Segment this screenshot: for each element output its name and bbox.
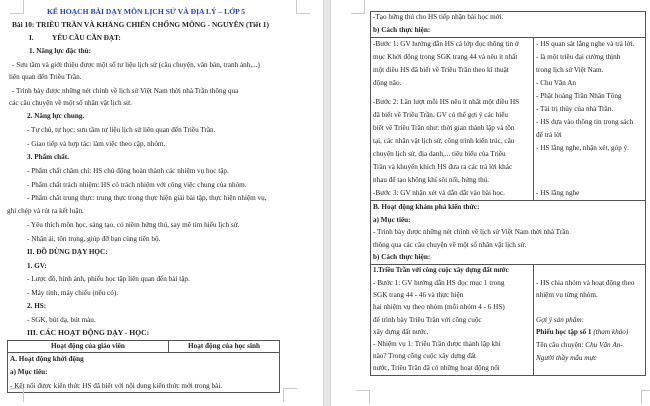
lesson-activity-table [7,340,280,393]
crop-mark [296,0,310,14]
document-title: KẾ HOẠCH BÀI DẠY MÔN LỊCH SỬ VÀ ĐỊA LÝ – LỚP 5 [47,7,246,16]
list-item: - Phẩm chất trung thực: trung thực trong thực hiện giải bài tập, thực hiện nhiệm vụ, [27,194,267,202]
method-heading: b) Cách thực hiện: [373,253,431,262]
objective-text: - Trình bày được những nét chính về lịch sử Việt Nam thời nhà Trần [373,228,570,237]
list-item: - Giao tiếp và hợp tác: làm việc theo cặp, nhóm. [27,140,166,148]
objective-heading: a) Mục tiêu: [10,368,48,377]
paragraph: - Trình bày được những nét chính về lịch sử Việt Nam thời nhà Trần thông qua [12,87,239,95]
crop-mark [10,388,24,402]
lesson-title: Bài 10: TRIỀU TRẦN VÀ KHÁNG CHIẾN CHỐNG MÔNG - NGUYÊN (Tiết 1) [12,20,269,29]
crop-mark [351,0,365,14]
teacher-steps-cell [371,38,534,201]
step-line: chuyện lịch sử, địa danh,... tiêu biểu của Triều [373,150,506,159]
story-name-line [536,339,643,352]
objective-heading: a) Mục tiêu: [373,215,411,224]
list-item: ghi chép và rút ra kết luận. [7,207,84,215]
step-line: - Nhiệm vụ 1: Triều Trần được thành lập khi [373,339,501,348]
response-line: - Phật hoàng Trần Nhân Tông [536,92,622,101]
objective-text: -Tạo hứng thú cho HS tiếp nhận bài học mới. [373,13,504,21]
story-name-label: Tên câu chuyện: [536,341,586,350]
response-line: nhiệm vụ từng nhóm. [536,291,598,300]
step-line: đã biết về Triều Trần. GV có thể gợi ý các hiểu [373,111,509,120]
step-line: - Bước 1: GV hướng dẫn HS đọc mục 1 trong [373,278,505,287]
table-row [8,352,280,393]
response-line: - HS chia nhóm và hoạt động theo [536,278,635,287]
activity-heading: B. Hoạt động khám phá kiến thức: [373,203,480,212]
lesson-activity-table-continued [370,11,646,376]
product-hint-label: Gợi ý sản phẩm: [536,315,584,324]
subheading: 2. Năng lực chung. [27,112,85,120]
page-gutter [323,0,331,406]
section-number: I. [29,34,34,42]
list-item: - Lược đồ, hình ảnh, phiếu học tập liên quan đến bài tập. [27,275,190,283]
crop-mark [641,390,650,404]
step-line: hai nhiệm vụ theo nhóm (mỗi nhóm 4 - 6 HS) [373,303,505,312]
student-responses-cell [534,38,646,201]
step-line: xây dựng đất nước. [373,327,429,336]
spacer [536,302,643,314]
response-line: trong lịch sử Việt Nam. [536,66,604,75]
crop-mark [10,0,24,14]
story-name-value: Chu Văn An- [585,341,623,350]
worksheet-title [536,326,643,339]
objective-text: - Kết nối được kiến thức HS đã biết với nội dung kiến thức mới trong bài. [10,381,223,390]
step-line: SGK trang 44 - 46 và thực hiện [373,291,464,300]
spacer [536,155,643,187]
list-item: - SGK, bút dạ, bút màu. [27,316,96,324]
worksheet-label: Phiếu học tập số 1 [536,328,592,337]
section-heading: YÊU CẦU CẦN ĐẠT: [52,34,121,42]
step-line: nào? Trong công cuộc xây dựng đất [373,352,476,361]
step-line: mục Khởi động trong SGK trang 44 và nêu ít nhất [373,53,518,62]
column-header-teacher: Hoạt động của giáo viên [8,341,169,353]
document-page-right [331,0,650,406]
response-line: - HS quan sát lắng nghe và trả lời. [536,40,635,49]
crop-mark [356,390,370,404]
step-line: nhau để tạo không khí sôi nổi, hứng thú. [373,176,490,185]
part-heading: 1.Triều Trần với công cuộc xây dựng đất nước [373,266,509,274]
column-header-student: Hoạt động của học sinh [169,341,280,353]
table-row [371,12,646,38]
list-item: - Phẩm chất chăm chỉ: HS chủ động hoàn thành các nhiệm vụ học tập. [27,167,229,175]
list-item: - Nhân ái, tôn trọng, giúp đỡ bạn cùng tiến bộ. [27,235,161,243]
step-line: Trần và khuyến khích HS đưa ra các trả lời khác [373,163,513,172]
student-part1-cell [534,264,646,375]
step-line: biết về Triều Trần như: thời gian thành lập và tồn [373,124,515,133]
list-item: - Yêu thích môn học, sáng tạo, có niềm hứng thú, say mê tìm hiểu lịch sử. [27,221,240,229]
step-line: để trình bày Triều Trần với công cuộc [373,315,482,324]
story-name-value-cont: Người thầy mẫu mực [536,353,597,362]
response-line: - Chu Văn An [536,79,576,88]
worksheet-note: (tham khảo) [591,328,629,337]
step-line: động não. [373,79,402,88]
paragraph: - Sưu tầm và giới thiệu được một số tư liệu lịch sử (câu chuyện, văn bản, tranh ảnh,...) [12,61,260,69]
paragraph: liên quan đến Triều Trần. [9,73,82,81]
step-line: -Bước 3: GV nhận xét và dẫn dắt vào bài học. [373,189,505,198]
step-line: -Bước 1: GV hướng dẫn HS cả lớp đọc thông tin ở [373,40,519,49]
response-line: - HS lắng nghe, nhận xét, góp ý. [536,144,630,153]
step-line: một điều HS đã biết về Triều Trần theo kĩ thuật [373,66,509,75]
section-heading: III. CÁC HOẠT ĐỘNG DẠY - HỌC: [27,328,150,337]
paragraph: các câu chuyện về một số nhân vật lịch sử. [9,99,132,107]
section-heading: II. ĐỒ DÙNG DẠY HỌC: [27,248,108,256]
table-row [371,201,646,265]
subheading: 1. Năng lực đặc thù: [29,47,92,55]
method-heading: b) Cách thực hiện: [373,25,431,34]
subheading: 2. HS: [27,302,47,310]
objective-text: thông qua các câu chuyện về một số nhân vật lịch sử. [373,240,527,249]
crop-mark [283,388,297,402]
subheading: 3. Phẩm chất. [27,153,69,161]
activity-heading: A. Hoạt động khởi động [10,354,84,363]
step-line: nước, Triều Trần đã có những hoạt động nổi [373,364,500,373]
response-line: - Tài trị thủy của nhà Trần. [536,105,614,114]
response-line: - HS dựa vào thông tin trong sách [536,118,634,127]
list-item: - Tự chủ, tự học: sưu tầm tư liệu lịch sử liên quan đến Triều Trần. [27,126,216,134]
subheading: 1. GV: [27,262,47,270]
document-page-left [0,0,323,406]
teacher-part1-cell [371,264,534,375]
list-item: - Phẩm chất trách nhiệm: HS có trách nhiệm với công việc chung của nhóm. [27,181,247,189]
step-line: -Bước 2: Lần lượt mỗi HS nêu ít nhất một điều HS [373,98,520,107]
list-item: - Máy tính, máy chiếu (nếu có). [27,289,119,297]
step-line: tại, các nhân vật lịch sử, công trình kiến trúc, câu [373,137,515,146]
response-line: - là một triều đại cường thịnh [536,53,621,62]
response-line: để trả lời [536,131,562,140]
response-line: - HS lắng nghe [536,189,580,198]
